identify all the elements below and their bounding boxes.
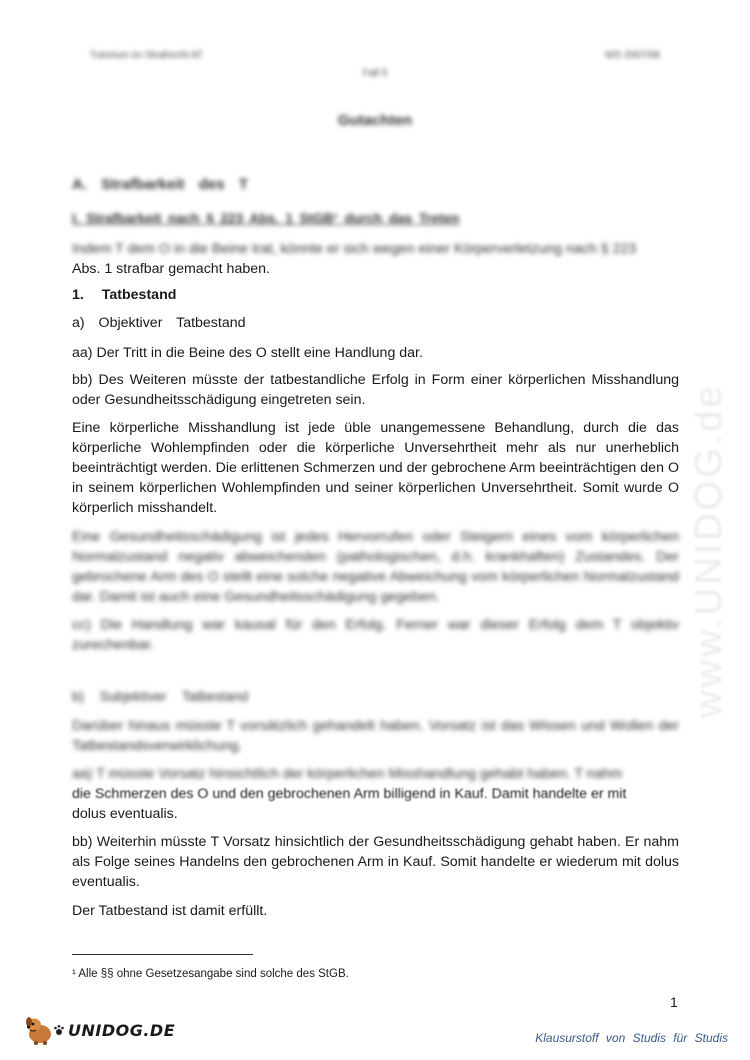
header-right: WS 2007/08 [604,50,660,61]
paragraph-bb2: bb) Weiterhin müsste T Vorsatz hinsichtlich der Gesundheitsschädigung gehabt haben. Er nahm als Folge seines Handelns den gebrochenen Arm in Kauf. Somit handelte er wiederum mit dolus eventualis. [72,834,679,890]
header-left: Tutorium im Strafrecht AT [90,50,203,61]
paragraph-vorsatz: Darüber hinaus müsste T vorsätzlich gehandelt haben. Vorsatz ist das Wissen und Wollen der Tatbestandsverwirklichung. [72,718,679,754]
heading-objektiv: a) Objektiver Tatbestand [72,315,246,331]
watermark: www.UNIDOG.de [688,383,730,718]
intro-blurred: Indem T dem O in die Beine trat, könnte er sich wegen einer Körperverletzung nach § 223 [72,241,637,257]
paragraph-gesundheit: Eine Gesundheitsschädigung ist jedes Hervorrufen oder Steigern eines vom körperlichen Normalzustand negativ abweichenden (pathologischen, d.h. krankhaften) Zustandes. Der gebrochene Arm des O stellt eine solche negative Abweichung vom körperlichen Normalzustand dar. Damit ist auch eine Gesundheitsschädigung gegeben. [72,529,679,605]
section-a-heading: A. Strafbarkeit des T [72,176,248,193]
intro-visible: Abs. 1 strafbar gemacht haben. [72,261,270,277]
heading-subjektiv: b) Subjektiver Tatbestand [72,689,249,704]
dog-icon [22,1013,56,1047]
footnote-divider [72,954,253,955]
page-number: 1 [670,994,678,1010]
paw-icon [53,1024,65,1036]
paragraph-conclusion: Der Tatbestand ist damit erfüllt. [72,903,268,919]
document-title: Gutachten [337,112,413,129]
paragraph-aa2-blurred: aa) T müsste Vorsatz hinsichtlich der körperlichen Misshandlung gehabt haben. T nahm [72,766,623,782]
paragraph-aa2-partial: die Schmerzen des O und den gebrochenen Arm billigend in Kauf. Damit handelte er mit [72,786,627,802]
section-i-heading: I. Strafbarkeit nach § 223 Abs. 1 StGB¹ durch das Treten [72,211,460,226]
footnote: ¹ Alle §§ ohne Gesetzesangabe sind solche des StGB. [72,968,349,980]
paragraph-bb: bb) Des Weiteren müsste der tatbestandliche Erfolg in Form einer körperlichen Misshandlung oder Gesundheitsschädigung eingetreten sein. [72,372,679,408]
logo-text: UNIDOG.DE [68,1020,176,1040]
footer-slogan: Klausurstoff von Studis für Studis [535,1031,728,1045]
header-case: Fall 5 [362,68,388,79]
paragraph-aa2-visible: dolus eventualis. [72,806,178,822]
heading-tatbestand: 1. Tatbestand [72,287,177,303]
paragraph-cc: cc) Die Handlung war kausal für den Erfolg. Ferner war dieser Erfolg dem T objektiv zurechenbar. [72,617,679,653]
paragraph-aa: aa) Der Tritt in die Beine des O stellt eine Handlung dar. [72,345,423,361]
paragraph-misshandlung: Eine körperliche Misshandlung ist jede üble unangemessene Behandlung, durch die das körperliche Wohlempfinden oder die körperliche Unversehrtheit mehr als nur unerheblich beeinträchtigt werden. Die erlittenen Schmerzen und der gebrochene Arm beeinträchtigen den O in seinem körperlichen Wohlempfinden und seiner körperlichen Unversehrtheit. Somit wurde O körperlich misshandelt. [72,420,679,516]
unidog-logo [22,1012,175,1048]
